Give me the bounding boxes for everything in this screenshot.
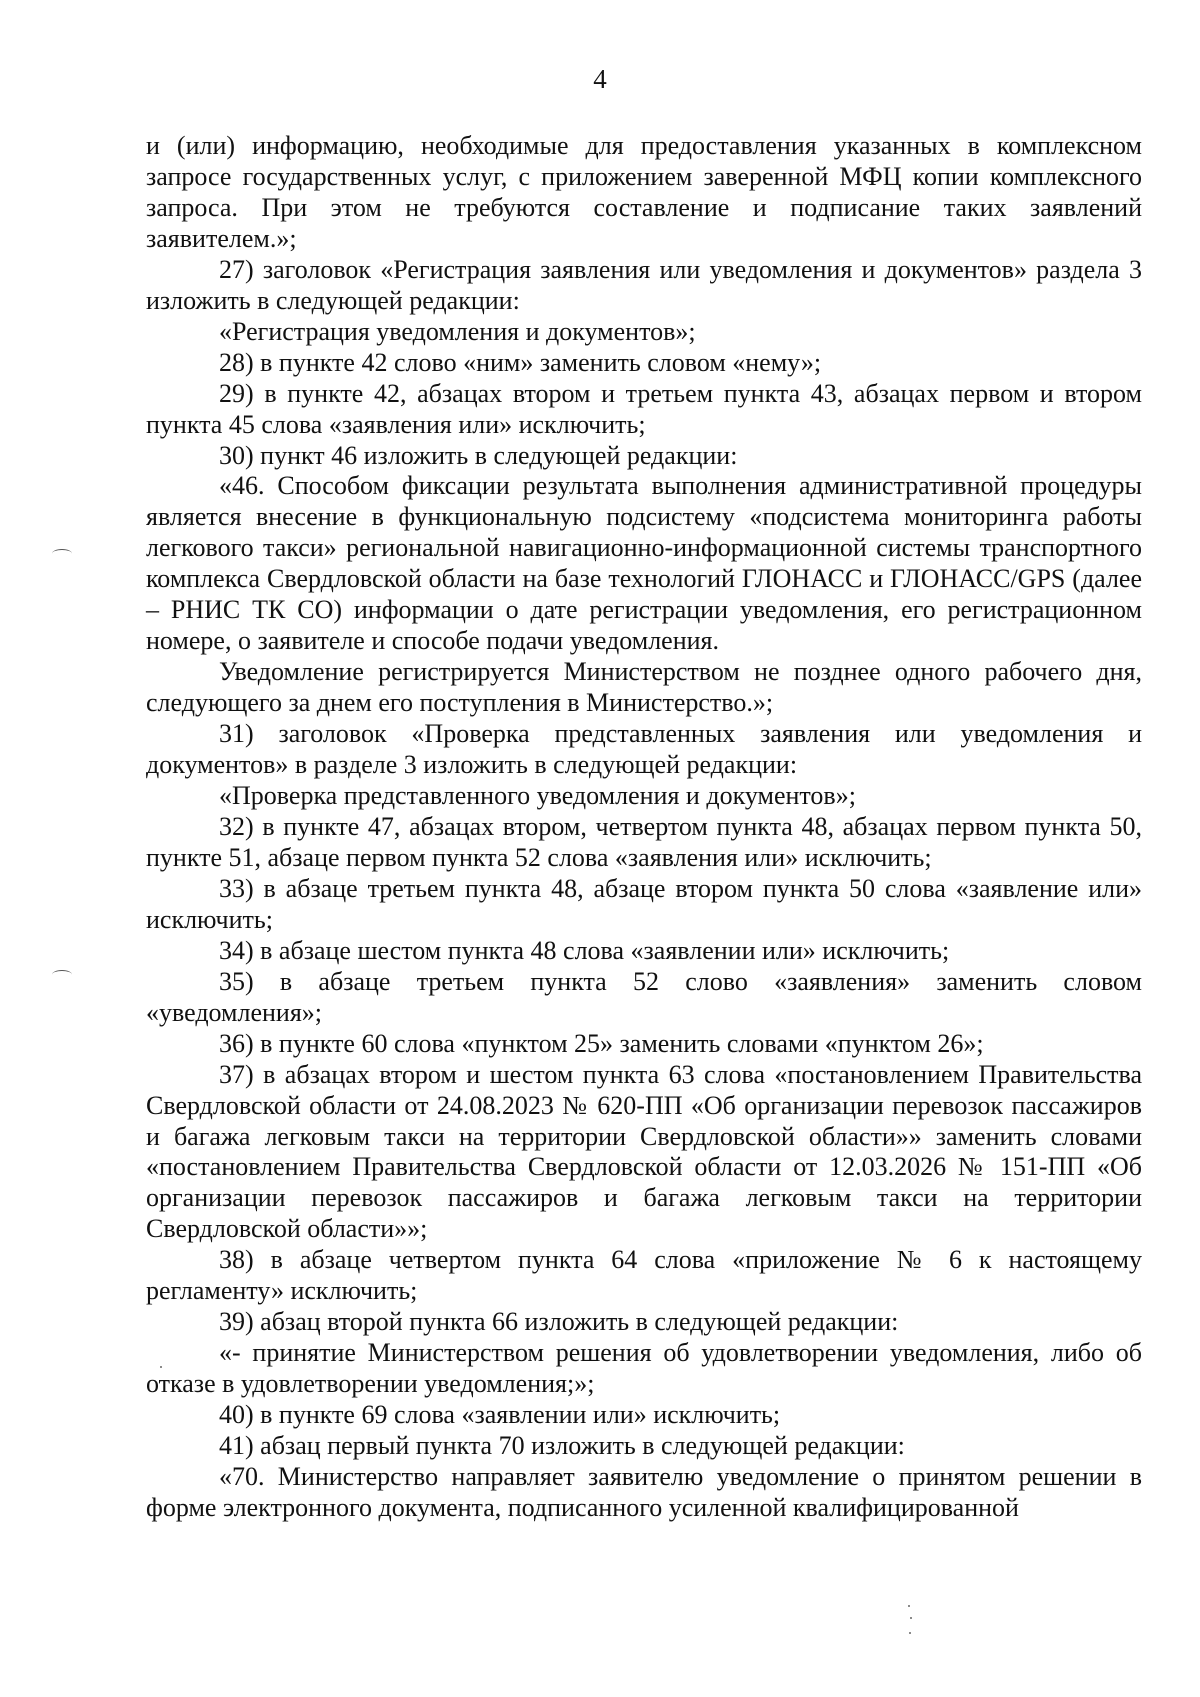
paragraph: 37) в абзацах втором и шестом пункта 63 слова «постановлением Правительства Свердловской области от 24.08.2023 № 620-ПП «Об организации перевозок пассажиров и багажа легковым такси на территории Свердловской области»» заменить словами «постановлением Правительства Свердловской области от 12.03.2026 № 151-ПП «Об организации перевозок пассажиров и багажа легковым такси на территории Свердловской области»»; [146, 1059, 1142, 1244]
scan-artifact-mark [52, 549, 72, 558]
paragraph: 34) в абзаце шестом пункта 48 слова «заявлении или» исключить; [219, 935, 950, 965]
paragraph: и (или) информацию, необходимые для предоставления указанных в комплексном запросе государственных услуг, с приложением заверенной МФЦ копии комплексного запроса. При этом не требуются составление и подписание таких заявлений заявителем.»; [146, 131, 1142, 253]
paragraph: 28) в пункте 42 слово «ним» заменить словом «нему»; [219, 347, 822, 377]
paragraph: 30) пункт 46 изложить в следующей редакции: [219, 440, 738, 470]
paragraph: «46. Способом фиксации результата выполнения административной процедуры является внесение в функциональную подсистему «подсистема мониторинга работы легкового такси» региональной навигационно-информационной системы транспортного комплекса Свердловской области на базе технологий ГЛОНАСС и ГЛОНАСС/GPS (далее – РНИС ТК СО) информации о дате регистрации уведомления, его регистрационном номере, о заявителе и способе подачи уведомления. [146, 471, 1142, 656]
paragraph: 38) в абзаце четвертом пункта 64 слова «приложение № 6 к настоящему регламенту» исключить; [146, 1245, 1142, 1306]
paragraph: Уведомление регистрируется Министерством не позднее одного рабочего дня, следующего за днем его поступления в Министерство.»; [146, 657, 1142, 718]
paragraph: «- принятие Министерством решения об удовлетворении уведомления, либо об отказе в удовлетворении уведомления;»; [146, 1338, 1142, 1399]
scan-artifact-dot [908, 1605, 910, 1607]
scan-artifact-dot [909, 1632, 911, 1634]
paragraph: «Регистрация уведомления и документов»; [219, 316, 696, 346]
scan-artifact-dot [160, 1366, 162, 1368]
paragraph: 39) абзац второй пункта 66 изложить в следующей редакции: [219, 1307, 899, 1337]
paragraph: 33) в абзаце третьем пункта 48, абзаце втором пункта 50 слова «заявление или» исключить; [146, 873, 1142, 934]
paragraph: 27) заголовок «Регистрация заявления или уведомления и документов» раздела 3 изложить в следующей редакции: [146, 254, 1142, 315]
paragraph: 32) в пункте 47, абзацах втором, четвертом пункта 48, абзацах первом пункта 50, пункте 51, абзаце первом пункта 52 слова «заявления или» исключить; [146, 811, 1142, 872]
paragraph: 35) в абзаце третьем пункта 52 слово «заявления» заменить словом «уведомления»; [146, 966, 1142, 1027]
scan-artifact-dot [910, 1617, 912, 1619]
paragraph: 36) в пункте 60 слова «пунктом 25» заменить словами «пунктом 26»; [219, 1028, 984, 1058]
paragraph: 41) абзац первый пункта 70 изложить в следующей редакции: [219, 1431, 905, 1461]
page-number: 4 [593, 64, 607, 94]
document-body [146, 131, 1142, 1524]
paragraph: 40) в пункте 69 слова «заявлении или» исключить; [219, 1400, 781, 1430]
scan-artifact-mark [52, 970, 72, 979]
paragraph: «70. Министерство направляет заявителю уведомление о принятом решении в форме электронного документа, подписанного усиленной квалифицированной [146, 1461, 1142, 1522]
paragraph: 31) заголовок «Проверка представленных заявления или уведомления и документов» в разделе 3 изложить в следующей редакции: [146, 719, 1142, 780]
paragraph: 29) в пункте 42, абзацах втором и третьем пункта 43, абзацах первом и втором пункта 45 слова «заявления или» исключить; [146, 378, 1142, 439]
paragraph: «Проверка представленного уведомления и документов»; [219, 781, 856, 811]
